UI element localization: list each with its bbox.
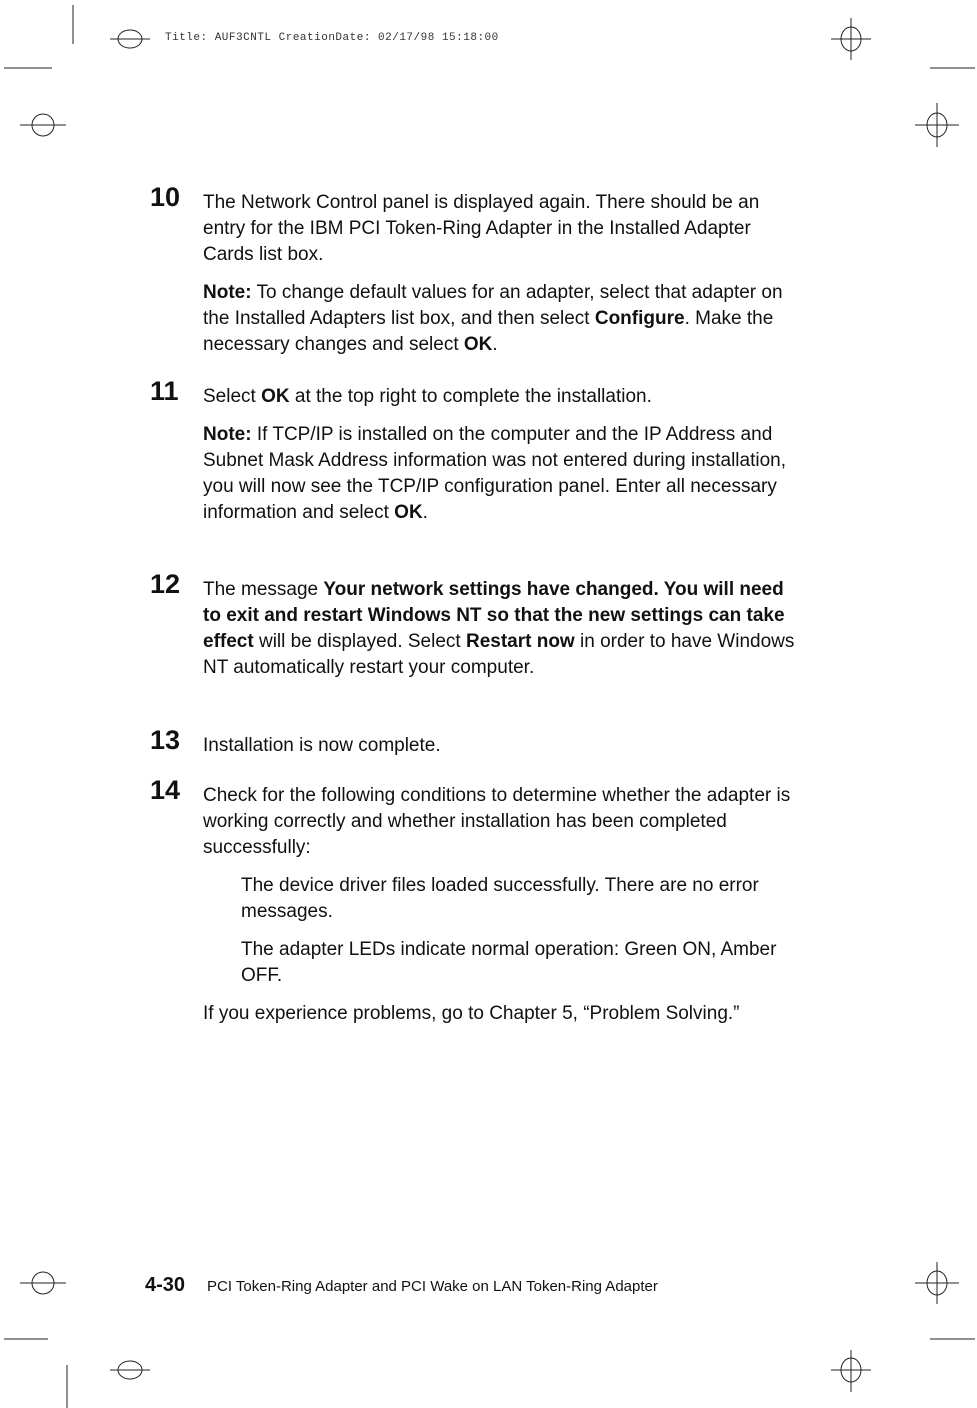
step-text: Select OK at the top right to complete the installation.: [203, 386, 652, 407]
step-body: [203, 733, 803, 759]
document-title-line: Title: AUF3CNTL CreationDate: 02/17/98 15:18:00: [165, 32, 499, 44]
note-text: .: [422, 502, 428, 523]
note-text: To change default values for an adapter, select that adapter on the Installed Adapters list box, and then select: [203, 282, 783, 329]
condition-list: [241, 873, 803, 989]
step-body: [203, 577, 803, 681]
step-number: 12: [150, 569, 181, 599]
note-text: If TCP/IP is installed on the computer and the IP Address and Subnet Mask Address information was not entered during installation, you will now see the TCP/IP configuration panel. Enter all necessary information and select: [203, 424, 786, 523]
page-footer: [145, 1274, 658, 1297]
note-label: Note:: [203, 424, 252, 445]
step-body: [203, 783, 803, 1027]
list-item: The device driver files loaded successfully. There are no error messages.: [241, 875, 759, 922]
step-note: [203, 422, 803, 526]
page-number: 4-30: [145, 1274, 186, 1296]
book-title: PCI Token-Ring Adapter and PCI Wake on LAN Token-Ring Adapter: [207, 1278, 658, 1295]
step-note: [203, 280, 803, 358]
step-text: The Network Control panel is displayed again. There should be an entry for the IBM PCI Token-Ring Adapter in the Installed Adapter Cards list box.: [203, 192, 760, 265]
step-number: 10: [150, 182, 181, 212]
note-bold: OK: [463, 334, 493, 355]
note-label: Note:: [203, 282, 252, 303]
step-number: 14: [150, 775, 181, 805]
step-number: 13: [150, 725, 181, 755]
note-text: . Make the necessary changes and select: [203, 308, 774, 355]
step-body: [203, 190, 803, 358]
step-text: Installation is now complete.: [203, 735, 441, 756]
note-bold: OK: [394, 502, 423, 523]
step-number: 11: [150, 376, 179, 406]
step-text: Check for the following conditions to determine whether the adapter is working correctly and whether installation has been completed successfully:: [203, 785, 791, 858]
note-text: .: [492, 334, 498, 355]
step-body: [203, 384, 803, 526]
list-item: The adapter LEDs indicate normal operation: Green ON, Amber OFF.: [241, 939, 777, 986]
note-bold: Configure: [594, 308, 685, 329]
step-text: The message Your network settings have changed. You will need to exit and restart Windows NT so that the new settings can take effect will be displayed. Select Restart now in order to have Windows NT automatically restart your computer.: [203, 579, 795, 678]
closing-text: If you experience problems, go to Chapter 5, “Problem Solving.”: [203, 1003, 740, 1024]
